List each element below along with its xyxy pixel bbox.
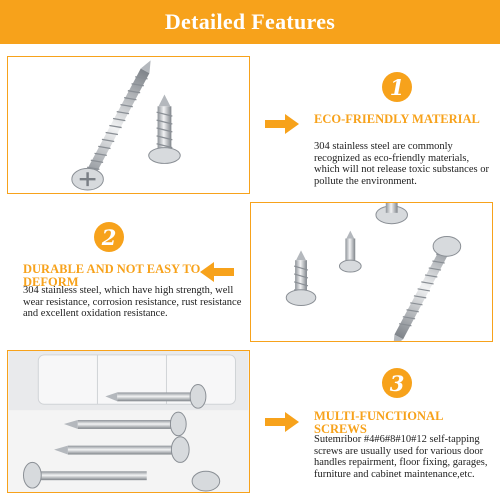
feature-number-badge-2: 2 <box>94 222 124 252</box>
feature-title-2: DURABLE AND NOT EASY TO DEFORM <box>23 262 201 289</box>
arrow-right-icon <box>265 412 299 432</box>
arrow-right-icon <box>265 114 299 134</box>
screw-illustration-3 <box>8 351 249 492</box>
screw-illustration-2 <box>251 203 492 341</box>
screw-illustration-1 <box>8 57 249 193</box>
feature-number-badge-3: 3 <box>382 368 412 398</box>
product-photo-1 <box>7 56 250 194</box>
feature-title-3: MULTI-FUNCTIONAL SCREWS <box>314 409 443 436</box>
page-title: Detailed Features <box>164 9 336 34</box>
feature-title-1: ECO-FRIENDLY MATERIAL <box>314 112 480 126</box>
feature-description-3: Sutemribor #4#6#8#10#12 self-tapping screws are usually used for various door handles repairment, floor fixing, garages, furniture and cabinet maintenance,etc. <box>314 434 488 480</box>
feature-number-badge-1: 1 <box>382 72 412 102</box>
product-photo-3 <box>7 350 250 493</box>
feature-description-2: 304 stainless steel, which have high strength, well wear resistance, corrosion resistance, rust resistance and excellent oxidation resistance. <box>23 285 242 319</box>
header-banner <box>0 0 500 44</box>
product-photo-2 <box>250 202 493 342</box>
feature-description-1: 304 stainless steel are commonly recognized as eco-friendly materials, which will not release toxic substances or pollute the environment. <box>314 141 489 187</box>
